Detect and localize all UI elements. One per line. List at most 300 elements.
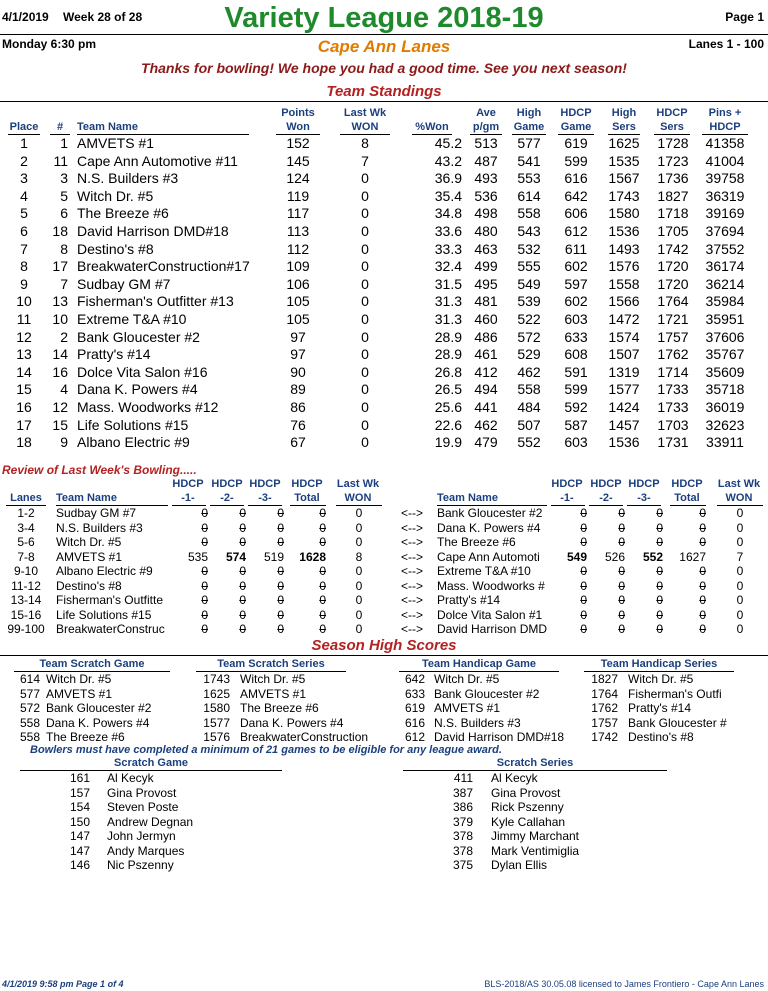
- standings-team: AMVETS #1: [77, 135, 155, 151]
- standings-last: 0: [361, 258, 369, 275]
- season-high-score: 1757: [591, 715, 618, 730]
- review-won-b: 0: [736, 506, 744, 520]
- standings-hg: 539: [517, 293, 541, 310]
- season-high-name: David Harrison DMD#18: [434, 730, 565, 744]
- standings-num: 18: [52, 223, 68, 239]
- season-high-score: 379: [452, 814, 473, 829]
- standings-last: 0: [361, 328, 369, 345]
- standings-place: 17: [16, 416, 32, 433]
- standings-hdg: 603: [564, 311, 588, 327]
- season-high-score: 1580: [203, 701, 230, 715]
- standings-team: N.S. Builders #3: [77, 170, 179, 187]
- standings-hg: 507: [517, 416, 541, 433]
- standings-team: Life Solutions #15: [77, 416, 189, 433]
- season-high-score: 154: [69, 800, 90, 814]
- hdr-hds-2: Sers: [660, 121, 684, 133]
- season-high-row: [584, 716, 734, 731]
- standings-pins: 35767: [705, 346, 745, 363]
- standings-ave: 486: [474, 328, 498, 345]
- season-high-row: [403, 800, 667, 815]
- review-team-a: Fisherman's Outfitte: [56, 593, 163, 607]
- rv-hdr-a-g1-2: -1-: [181, 492, 195, 504]
- standings-team: David Harrison DMD#18: [77, 223, 229, 239]
- season-high-score: 1625: [203, 686, 230, 701]
- standings-won: 124: [286, 170, 310, 187]
- standings-row: [0, 188, 768, 206]
- team-scratch-game: [14, 658, 170, 745]
- season-high-name: Gina Provost: [107, 785, 177, 800]
- season-high-name: Kyle Callahan: [491, 814, 566, 829]
- season-high-row: [20, 815, 282, 830]
- standings-team: BreakwaterConstruction#17: [77, 258, 250, 275]
- season-high-name: Destino's #8: [628, 730, 694, 744]
- review-b-g2: 0: [618, 593, 625, 607]
- season-high-score: 411: [453, 771, 473, 785]
- standings-pins: 37694: [705, 223, 745, 239]
- page-number: Page 1: [725, 10, 764, 24]
- standings-team: Cape Ann Automotive #11: [77, 152, 238, 169]
- review-row: [0, 579, 768, 594]
- review-lanes: 13-14: [10, 593, 42, 607]
- standings-won: 105: [286, 293, 310, 310]
- review-a-tot: 0: [319, 578, 326, 593]
- review-team-a: Albano Electric #9: [56, 564, 153, 578]
- standings-row: [0, 364, 768, 382]
- season-high-name: Rick Pszenny: [491, 800, 564, 814]
- standings-num: 8: [60, 240, 68, 257]
- rv-hdr-b-last-2: WON: [725, 492, 753, 504]
- standings-place: 16: [16, 399, 32, 415]
- review-a-g3: 0: [277, 520, 284, 535]
- standings-num: 3: [60, 170, 68, 187]
- standings-ave: 412: [474, 363, 498, 380]
- standings-last: 7: [361, 152, 369, 169]
- review-vs: <-->: [400, 535, 423, 549]
- standings-won: 112: [286, 240, 310, 257]
- standings-hds: 1742: [657, 240, 689, 257]
- standings-hdg: 602: [564, 293, 588, 310]
- rv-hdr-lanes: Lanes: [10, 492, 42, 504]
- review-b-g1: 549: [566, 549, 587, 564]
- review-team-a: BreakwaterConstruc: [56, 622, 165, 636]
- review-b-g2: 526: [604, 549, 625, 564]
- standings-hg: 543: [517, 223, 541, 239]
- standings-won: 89: [290, 381, 306, 398]
- season-high-row: [20, 829, 282, 844]
- standings-ave: 480: [474, 223, 498, 239]
- standings-place: 4: [20, 187, 28, 204]
- standings-last: 0: [361, 223, 369, 239]
- hdr-hg-1: High: [516, 107, 542, 119]
- review-a-g2: 574: [225, 549, 246, 564]
- review-vs: <-->: [400, 506, 423, 520]
- standings-hs: 1424: [608, 399, 640, 415]
- season-high-name: AMVETS #1: [240, 686, 307, 701]
- standings-hds: 1714: [657, 363, 689, 380]
- standings-won: 106: [286, 275, 310, 292]
- standings-hds: 1764: [657, 293, 689, 310]
- review-a-tot: 0: [319, 607, 326, 622]
- hdr-hdg-2: Game: [560, 121, 592, 133]
- review-a-g2: 0: [239, 607, 246, 622]
- season-high-score: 161: [69, 771, 90, 785]
- review-title: Review of Last Week's Bowling.....: [2, 463, 197, 477]
- standings-pins: 37552: [705, 240, 745, 257]
- standings-hdg: 633: [564, 328, 588, 345]
- review-won-a: 0: [355, 622, 363, 636]
- season-high-row: [196, 701, 346, 716]
- season-high-row: [403, 858, 667, 873]
- standings-pct: 36.9: [434, 170, 462, 187]
- review-a-g1: 0: [201, 564, 208, 578]
- review-b-g3: 0: [656, 607, 663, 622]
- review-a-tot: 0: [319, 506, 326, 520]
- review-b-g3: 0: [656, 564, 663, 578]
- standings-team: Albano Electric #9: [77, 434, 190, 451]
- standings-pins: 39169: [705, 205, 745, 222]
- season-high-row: [14, 701, 170, 716]
- hdr-num: #: [56, 121, 64, 133]
- standings-hg: 558: [517, 381, 541, 398]
- standings-team: Pratty's #14: [77, 346, 151, 363]
- review-a-tot: 0: [319, 520, 326, 535]
- review-vs: <-->: [400, 607, 423, 622]
- review-vs: <-->: [400, 578, 423, 593]
- season-high-row: [399, 687, 559, 702]
- review-row: [0, 506, 768, 521]
- standings-place: 7: [20, 240, 28, 257]
- standings-ave: 494: [474, 381, 498, 398]
- season-high-row: [14, 716, 170, 731]
- season-high-row: [403, 829, 667, 844]
- standings-hdg: 642: [564, 187, 588, 204]
- standings-num: 5: [60, 187, 68, 204]
- hdr-hg-2: Game: [513, 121, 545, 133]
- standings-hdg: 587: [564, 416, 588, 433]
- review-a-tot: 0: [319, 593, 326, 607]
- review-a-g1: 0: [201, 506, 208, 520]
- rv-hdr-a-g3-2: -3-: [258, 492, 272, 504]
- season-high-row: [196, 730, 369, 745]
- standings-pct: 31.3: [434, 311, 462, 327]
- standings-row: [0, 434, 768, 452]
- season-high-row: [14, 672, 170, 687]
- standings-num: 11: [53, 152, 68, 169]
- standings-last: 0: [361, 187, 369, 204]
- review-b-g3: 0: [656, 506, 663, 520]
- standings-pct: 32.4: [434, 258, 462, 275]
- review-won-b: 0: [736, 622, 744, 636]
- standings-pct: 28.9: [434, 328, 462, 345]
- review-b-g1: 0: [580, 520, 587, 535]
- standings-hg: 462: [517, 363, 541, 380]
- standings-hs: 1507: [608, 346, 640, 363]
- review-team-b: Cape Ann Automoti: [437, 549, 540, 564]
- standings-title: Team Standings: [326, 83, 442, 100]
- standings-row: [0, 399, 768, 417]
- standings-hdg: 597: [564, 275, 588, 292]
- standings-hs: 1493: [608, 240, 640, 257]
- review-row: [0, 564, 768, 579]
- review-b-g3: 0: [656, 593, 663, 607]
- standings-ave: 487: [474, 152, 498, 169]
- season-high-score: 387: [452, 785, 473, 800]
- standings-won: 109: [286, 258, 310, 275]
- standings-pct: 43.2: [434, 152, 462, 169]
- review-lanes: 11-12: [11, 578, 41, 593]
- standings-hg: 555: [517, 258, 541, 275]
- standings-hds: 1705: [657, 223, 689, 239]
- season-high-name: Al Kecyk: [107, 771, 154, 785]
- standings-last: 0: [361, 205, 369, 222]
- standings-pct: 33.3: [434, 240, 462, 257]
- standings-hg: 532: [517, 240, 541, 257]
- season-high-score: 572: [19, 701, 40, 715]
- review-lanes: 3-4: [17, 520, 35, 535]
- rv-hdr-a-g3-1: HDCP: [249, 478, 281, 490]
- season-high-score: 1764: [591, 686, 618, 701]
- review-b-tot: 0: [699, 520, 706, 535]
- footer-right: BLS-2018/AS 30.05.08 licensed to James Frontiero - Cape Ann Lanes: [484, 979, 764, 989]
- review-vs: <-->: [400, 564, 423, 578]
- standings-pct: 31.3: [434, 293, 462, 310]
- rv-hdr-a-tot-2: Total: [294, 492, 320, 504]
- league-title: Variety League 2018-19: [224, 2, 544, 34]
- standings-hdg: 599: [564, 381, 588, 398]
- team-scratch-series-title: Team Scratch Series: [196, 658, 346, 672]
- standings-hs: 1535: [608, 152, 640, 169]
- review-lanes: 1-2: [17, 506, 35, 520]
- season-high-row: [14, 687, 170, 702]
- season-high-score: 147: [69, 829, 90, 843]
- hdr-points-2: Won: [286, 121, 310, 133]
- standings-ave: 499: [474, 258, 498, 275]
- review-b-tot: 0: [699, 622, 706, 636]
- review-b-tot: 0: [699, 535, 706, 549]
- standings-won: 119: [286, 187, 310, 204]
- review-vs: <-->: [400, 520, 423, 535]
- season-high-row: [196, 687, 346, 702]
- standings-hs: 1567: [608, 170, 640, 187]
- standings-pins: 35718: [705, 381, 745, 398]
- standings-row: [0, 417, 768, 435]
- standings-row: [0, 258, 768, 276]
- standings-pins: 36019: [705, 399, 745, 415]
- standings-hdg: 606: [564, 205, 588, 222]
- standings-pins: 39758: [705, 170, 745, 187]
- standings-team: Dana K. Powers #4: [77, 381, 198, 398]
- hdr-pins-2: HDCP: [709, 121, 741, 133]
- review-row: [0, 593, 768, 608]
- review-b-g2: 0: [618, 506, 625, 520]
- review-won-b: 0: [736, 535, 744, 549]
- season-high-name: Gina Provost: [491, 785, 561, 800]
- standings-hg: 484: [517, 399, 541, 415]
- review-a-g3: 0: [277, 593, 284, 607]
- standings-won: 152: [286, 135, 310, 151]
- standings-hdg: 602: [564, 258, 588, 275]
- standings-hds: 1733: [657, 381, 689, 398]
- standings-place: 13: [16, 346, 32, 363]
- standings-last: 0: [361, 363, 369, 380]
- review-a-g1: 0: [201, 535, 208, 549]
- season-high-name: Andy Marques: [107, 843, 185, 858]
- standings-won: 97: [290, 328, 306, 345]
- season-high-row: [20, 800, 282, 815]
- review-b-g1: 0: [580, 506, 587, 520]
- standings-hs: 1577: [608, 381, 640, 398]
- season-high-row: [20, 786, 282, 801]
- season-high-name: N.S. Builders #3: [434, 715, 521, 730]
- standings-hg: 552: [517, 434, 541, 451]
- season-high-name: Witch Dr. #5: [628, 672, 694, 686]
- standings-row: [0, 223, 768, 241]
- standings-team: The Breeze #6: [77, 205, 169, 222]
- standings-last: 0: [361, 399, 369, 415]
- rv-hdr-b-g2-1: HDCP: [590, 478, 622, 490]
- standings-last: 0: [361, 170, 369, 187]
- review-row: [0, 535, 768, 550]
- review-team-b: Mass. Woodworks #: [437, 578, 545, 593]
- standings-hds: 1762: [657, 346, 689, 363]
- rv-hdr-b-g3-1: HDCP: [628, 478, 660, 490]
- review-b-g2: 0: [618, 535, 625, 549]
- season-high-name: Jimmy Marchant: [491, 829, 580, 843]
- standings-row: [0, 346, 768, 364]
- standings-row: [0, 241, 768, 259]
- rv-hdr-b-last-1: Last Wk: [717, 478, 761, 490]
- review-b-g3: 0: [656, 578, 663, 593]
- standings-num: 2: [60, 328, 68, 345]
- rv-hdr-a-g2-2: -2-: [220, 492, 234, 504]
- review-won-b: 0: [736, 520, 744, 535]
- review-team-a: AMVETS #1: [56, 549, 123, 564]
- lanes-range: Lanes 1 - 100: [688, 37, 764, 51]
- standings-pins: 37606: [705, 328, 745, 345]
- standings-pins: 35951: [705, 311, 745, 327]
- standings-num: 17: [52, 258, 68, 275]
- standings-hds: 1703: [657, 416, 689, 433]
- standings-num: 9: [60, 434, 68, 451]
- review-row: [0, 622, 768, 637]
- season-high-row: [14, 730, 170, 745]
- standings-hs: 1743: [608, 187, 640, 204]
- review-a-g2: 0: [239, 520, 246, 535]
- standings-hg: 558: [517, 205, 541, 222]
- review-row: [0, 608, 768, 623]
- season-high-name: Witch Dr. #5: [240, 672, 306, 686]
- review-team-b: David Harrison DMD: [437, 622, 548, 636]
- review-lanes: 5-6: [17, 535, 35, 549]
- review-won-b: 7: [736, 549, 744, 564]
- standings-ave: 460: [474, 311, 498, 327]
- review-a-g2: 0: [239, 593, 246, 607]
- season-high-row: [403, 771, 667, 786]
- hdr-lastwk-2: WON: [351, 121, 379, 133]
- standings-hds: 1720: [657, 258, 689, 275]
- review-lanes: 9-10: [13, 564, 39, 578]
- season-high-score: 558: [19, 715, 40, 730]
- review-vs: <-->: [400, 593, 423, 607]
- review-team-b: The Breeze #6: [437, 535, 516, 549]
- season-high-row: [584, 672, 734, 687]
- report-date: 4/1/2019: [2, 10, 49, 24]
- season-high-score: 619: [404, 701, 425, 715]
- standings-hdg: 619: [564, 135, 588, 151]
- season-high-name: Fisherman's Outfi: [628, 686, 722, 701]
- season-high-row: [20, 844, 282, 859]
- standings-ave: 498: [474, 205, 498, 222]
- standings-won: 145: [286, 152, 310, 169]
- review-won-a: 8: [355, 549, 363, 564]
- review-team-a: N.S. Builders #3: [56, 520, 143, 535]
- review-team-a: Witch Dr. #5: [56, 535, 122, 549]
- review-b-g1: 0: [580, 607, 587, 622]
- rv-hdr-a-tot-1: HDCP: [291, 478, 323, 490]
- review-a-g1: 0: [201, 607, 208, 622]
- standings-hs: 1566: [608, 293, 640, 310]
- standings-last: 0: [361, 293, 369, 310]
- rv-hdr-b-g1-1: HDCP: [551, 478, 583, 490]
- standings-pct: 31.5: [434, 275, 462, 292]
- season-high-score: 1742: [591, 730, 618, 744]
- review-team-a: Sudbay GM #7: [56, 506, 137, 520]
- standings-ave: 441: [474, 399, 498, 415]
- team-handicap-game: [399, 658, 565, 745]
- season-high-score: 375: [452, 858, 473, 872]
- season-message: Thanks for bowling! We hope you had a good time. See you next season!: [141, 60, 627, 76]
- standings-row: [0, 205, 768, 223]
- standings-hds: 1718: [657, 205, 689, 222]
- standings-hg: 522: [517, 311, 541, 327]
- standings-hs: 1574: [608, 328, 640, 345]
- hdr-pins-1: Pins +: [708, 107, 742, 119]
- hdr-place: Place: [9, 121, 39, 133]
- standings-hds: 1728: [657, 135, 689, 151]
- center-name: Cape Ann Lanes: [317, 37, 451, 56]
- standings-place: 12: [16, 328, 32, 345]
- standings-team: Witch Dr. #5: [77, 187, 154, 204]
- review-lanes: 99-100: [7, 622, 45, 636]
- standings-last: 0: [361, 416, 369, 433]
- season-high-row: [399, 730, 565, 745]
- standings-place: 18: [16, 434, 32, 451]
- hdr-ave-2: p/gm: [472, 121, 500, 133]
- standings-num: 7: [60, 275, 68, 292]
- review-vs: <-->: [400, 622, 423, 636]
- standings-place: 11: [16, 311, 32, 327]
- season-high-score: 642: [404, 672, 425, 686]
- review-team-b: Dolce Vita Salon #1: [437, 607, 543, 622]
- standings-hdg: 603: [564, 434, 588, 451]
- review-row: [0, 521, 768, 536]
- standings-hds: 1731: [657, 434, 689, 451]
- review-b-g1: 0: [580, 564, 587, 578]
- hdr-lastwk-1: Last Wk: [343, 107, 387, 119]
- season-high-score: 378: [452, 829, 473, 843]
- season-high-name: Dylan Ellis: [491, 858, 548, 872]
- standings-num: 4: [60, 381, 68, 398]
- season-high-score: 386: [452, 800, 473, 814]
- standings-num: 1: [60, 135, 68, 151]
- standings-pins: 41358: [705, 135, 745, 151]
- review-b-g1: 0: [580, 535, 587, 549]
- review-won-b: 0: [736, 607, 744, 622]
- standings-last: 0: [361, 434, 369, 451]
- review-team-b: Extreme T&A #10: [437, 564, 531, 578]
- eligibility-note: Bowlers must have completed a minimum of 21 games to be eligible for any league award.: [30, 744, 502, 756]
- review-b-g1: 0: [580, 578, 587, 593]
